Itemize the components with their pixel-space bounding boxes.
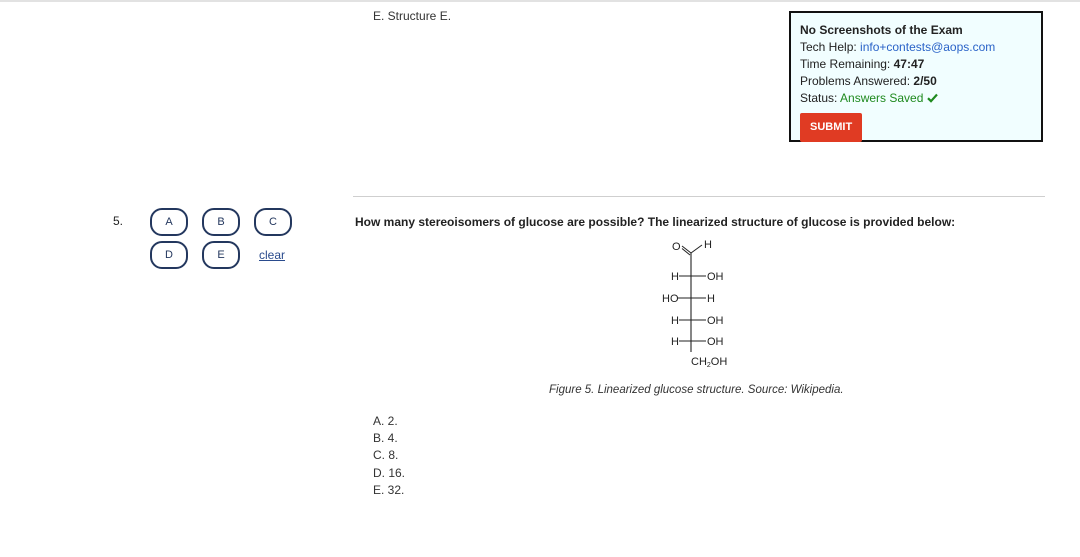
- checkmark-icon: [927, 91, 938, 105]
- structure-label-r4-left: H: [671, 336, 679, 348]
- glucose-structure-diagram: [646, 236, 756, 374]
- structure-label-r1-left: H: [671, 271, 679, 283]
- option-b: B. 4.: [373, 431, 398, 446]
- save-status-label: Status:: [800, 91, 841, 105]
- problems-answered-line: [800, 73, 1032, 90]
- figure-caption: Figure 5. Linearized glucose structure. Source: Wikipedia.: [549, 384, 844, 396]
- option-d: D. 16.: [373, 465, 406, 480]
- option-a: A. 2.: [373, 414, 398, 428]
- structure-label-r1-right: OH: [707, 271, 724, 283]
- problems-answered-value: 2/50: [913, 74, 937, 88]
- structure-label-r4-right: OH: [707, 336, 724, 348]
- structure-label-r2-right: H: [707, 293, 715, 305]
- no-screenshots-notice: No Screenshots of the Exam: [800, 23, 963, 37]
- previous-question-option-e: E. Structure E.: [373, 9, 452, 23]
- question-divider: [353, 196, 1045, 197]
- save-status-line: [800, 90, 1032, 107]
- structure-label-ch2oh: CH2OH: [691, 356, 728, 369]
- answer-choice-e[interactable]: E: [202, 241, 240, 269]
- answer-choice-a[interactable]: A: [150, 208, 188, 236]
- question-text: How many stereoisomers of glucose are possible? The linearized structure of glucose is provided below:: [355, 215, 956, 229]
- save-status-value: Answers Saved: [840, 91, 924, 105]
- answer-choice-c[interactable]: C: [254, 208, 292, 236]
- structure-label-h-top: H: [704, 239, 712, 251]
- structure-label-r3-right: OH: [707, 315, 724, 327]
- structure-label-o: O: [672, 241, 681, 253]
- top-divider: [0, 0, 1080, 2]
- answer-options-list: [373, 413, 405, 499]
- question-number: 5.: [113, 214, 124, 228]
- tech-help-line: [800, 39, 1032, 56]
- structure-label-r3-left: H: [671, 315, 679, 327]
- structure-label-r2-left: HO: [662, 293, 679, 305]
- clear-answer-link[interactable]: clear: [259, 248, 286, 262]
- exam-status-panel: [789, 11, 1043, 142]
- submit-button[interactable]: SUBMIT: [800, 113, 862, 142]
- time-remaining-value: 47:47: [893, 57, 925, 71]
- answer-choice-b[interactable]: B: [202, 208, 240, 236]
- problems-answered-label: Problems Answered:: [800, 74, 914, 88]
- tech-help-email-link[interactable]: info+contests@aops.com: [860, 40, 996, 54]
- option-e: E. 32.: [373, 482, 405, 497]
- time-remaining-label: Time Remaining:: [800, 57, 894, 71]
- time-remaining-line: [800, 56, 1032, 73]
- answer-choice-d[interactable]: D: [150, 241, 188, 269]
- tech-help-label: Tech Help:: [800, 40, 861, 54]
- option-c: C. 8.: [373, 448, 399, 463]
